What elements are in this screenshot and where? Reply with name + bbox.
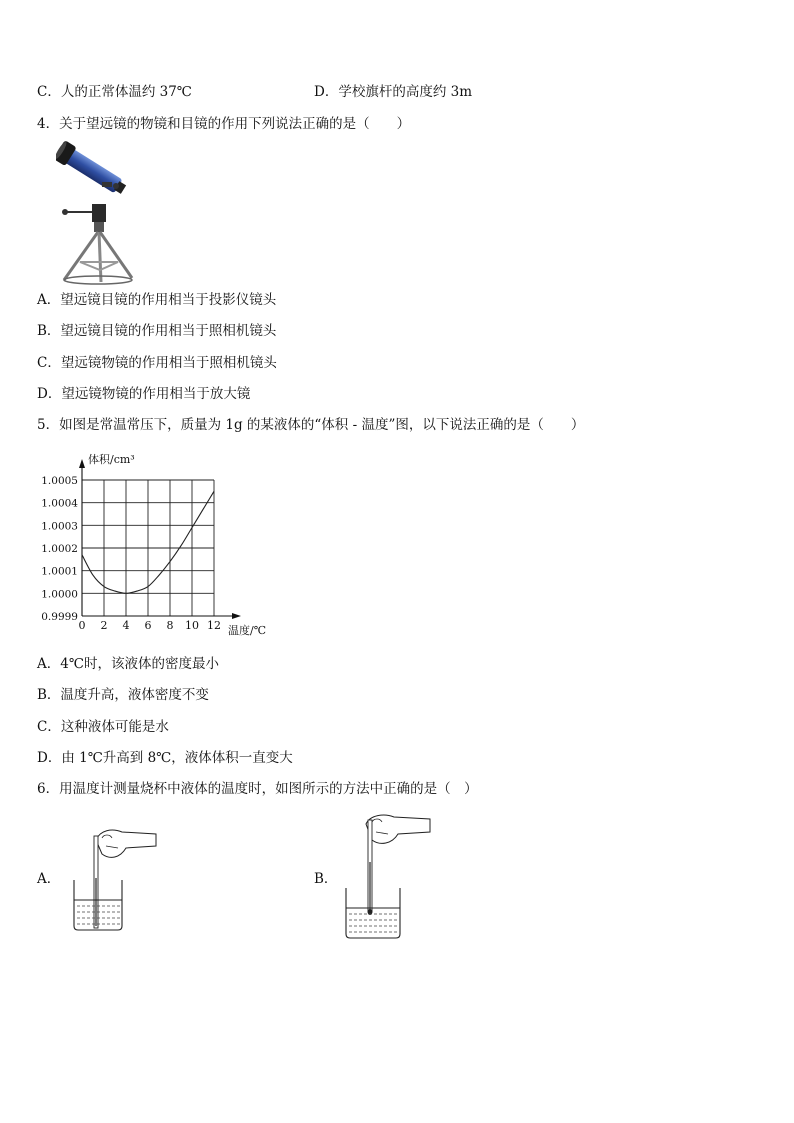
y-tick-1.0000: 1.0000 (41, 588, 78, 601)
q6-stem: 6．用温度计测量烧杯中液体的温度时，如图所示的方法中正确的是（ ） (37, 781, 478, 797)
q4-option-a: A．望远镜目镜的作用相当于投影仪镜头 (37, 292, 277, 308)
q4-stem: 4．关于望远镜的物镜和目镜的作用下列说法正确的是（ ） (37, 116, 411, 132)
q3-option-d: D．学校旗杆的高度约 3m (314, 84, 473, 100)
y-tick-1.0004: 1.0004 (41, 497, 78, 510)
y-tick-1.0001: 1.0001 (41, 565, 78, 578)
q5-option-b: B．温度升高，液体密度不变 (37, 687, 209, 703)
q4-option-c: C．望远镜物镜的作用相当于照相机镜头 (37, 355, 277, 371)
thermometer-beaker-a-image (66, 818, 166, 933)
y-tick-1.0002: 1.0002 (41, 543, 78, 555)
y-axis-arrow (79, 459, 85, 468)
q6-option-b-label: B． (314, 871, 338, 887)
x-tick-6: 6 (144, 619, 152, 632)
q4-option-d: D．望远镜物镜的作用相当于放大镜 (37, 386, 251, 402)
y-tick-1.0005: 1.0005 (41, 475, 78, 487)
y-tick-labels (41, 475, 78, 623)
x-tick-12: 12 (207, 619, 221, 632)
x-tick-2: 2 (100, 619, 108, 632)
x-tick-4: 4 (122, 619, 130, 632)
chart-grid (82, 480, 214, 616)
telescope-image (56, 140, 136, 286)
x-axis-arrow (232, 613, 241, 619)
q5-option-d: D．由 1℃升高到 8℃，液体体积一直变大 (37, 750, 293, 766)
q5-option-a: A．4℃时，该液体的密度最小 (37, 656, 219, 672)
q4-option-b: B．望远镜目镜的作用相当于照相机镜头 (37, 323, 277, 339)
x-axis-label: 温度/℃ (228, 624, 267, 637)
volume-temperature-chart (38, 450, 278, 640)
q5-option-c: C．这种液体可能是水 (37, 719, 169, 735)
y-tick-1.0003: 1.0003 (41, 520, 78, 533)
x-tick-10: 10 (185, 619, 199, 632)
q3-option-c: C．人的正常体温约 37℃ (37, 84, 192, 100)
chart-axes (79, 459, 241, 619)
y-tick-0.9999: 0.9999 (41, 611, 78, 623)
thermometer-beaker-b-image (340, 812, 440, 942)
x-tick-labels (79, 619, 222, 632)
q6-option-a-label: A． (37, 871, 61, 887)
y-axis-label: 体积/cm³ (88, 453, 135, 466)
x-tick-0: 0 (78, 619, 86, 632)
q5-stem: 5．如图是常温常压下，质量为 1g 的某液体的“体积 - 温度”图，以下说法正确的是（ ） (37, 417, 585, 433)
x-tick-8: 8 (166, 619, 174, 632)
